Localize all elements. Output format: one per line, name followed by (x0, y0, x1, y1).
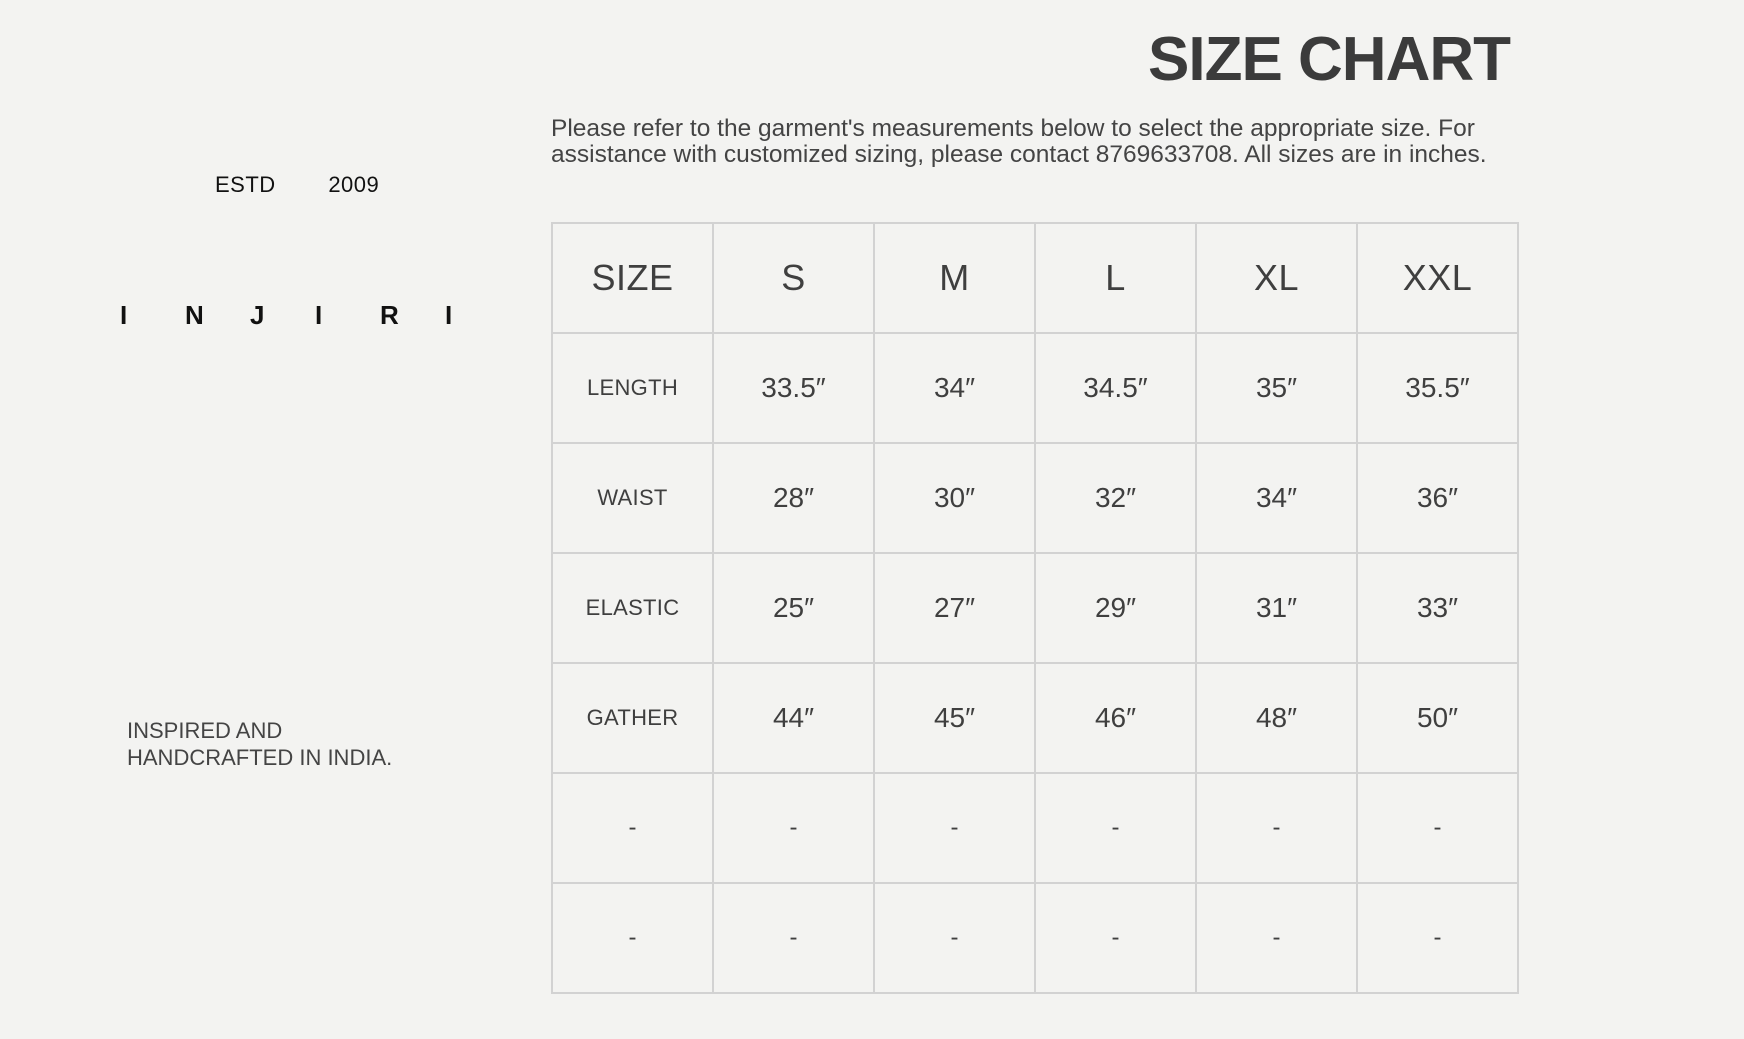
table-cell: 34.5″ (1035, 333, 1196, 443)
table-cell: 33″ (1357, 553, 1518, 663)
brand-letter: I (315, 300, 323, 330)
table-cell: 48″ (1196, 663, 1357, 773)
brand-letter: I (445, 300, 453, 330)
table-cell: 35.5″ (1357, 333, 1518, 443)
table-cell: - (713, 773, 874, 883)
table-cell: - (713, 883, 874, 993)
tagline-line: HANDCRAFTED IN INDIA. (127, 745, 393, 770)
brand-letter: J (250, 300, 265, 330)
table-cell: - (1357, 773, 1518, 883)
table-cell: - (1196, 883, 1357, 993)
table-cell: 35″ (1196, 333, 1357, 443)
table-cell: - (1035, 883, 1196, 993)
brand-letter: I (120, 300, 128, 330)
table-cell: 28″ (713, 443, 874, 553)
table-cell: 25″ (713, 553, 874, 663)
table-cell: 44″ (713, 663, 874, 773)
brand-letter: N (185, 300, 204, 330)
table-cell: 30″ (874, 443, 1035, 553)
established-line (215, 172, 379, 198)
brand-tagline (127, 717, 392, 771)
table-cell: 31″ (1196, 553, 1357, 663)
row-label: ELASTIC (552, 553, 713, 663)
table-cell: - (1196, 773, 1357, 883)
table-cell: - (874, 883, 1035, 993)
table-header-row (552, 223, 1518, 333)
table-cell: 45″ (874, 663, 1035, 773)
table-cell: 27″ (874, 553, 1035, 663)
table-cell: 34″ (874, 333, 1035, 443)
table-row (552, 333, 1518, 443)
table-cell: - (874, 773, 1035, 883)
header-cell-xxl: XXL (1357, 223, 1518, 333)
brand-logo (120, 300, 510, 331)
estd-year: 2009 (328, 172, 380, 197)
tagline-line: INSPIRED AND (127, 718, 283, 743)
table-cell: 34″ (1196, 443, 1357, 553)
page-title: SIZE CHART (1148, 25, 1510, 94)
row-label: - (552, 883, 713, 993)
table-cell: 36″ (1357, 443, 1518, 553)
table-row (552, 773, 1518, 883)
table-row (552, 883, 1518, 993)
intro-text: Please refer to the garment's measurements below to select the appropriate size. For assistance with customized sizing, please contact 8769633708. All sizes are in inches. (551, 115, 1487, 168)
brand-letter: R (380, 300, 399, 330)
header-cell-xl: XL (1196, 223, 1357, 333)
row-label: - (552, 773, 713, 883)
header-cell-s: S (713, 223, 874, 333)
table-row (552, 443, 1518, 553)
header-cell-m: M (874, 223, 1035, 333)
header-cell-size: SIZE (552, 223, 713, 333)
table-cell: 32″ (1035, 443, 1196, 553)
table-cell: 50″ (1357, 663, 1518, 773)
table-cell: - (1035, 773, 1196, 883)
row-label: LENGTH (552, 333, 713, 443)
table-cell: 29″ (1035, 553, 1196, 663)
table-cell: 46″ (1035, 663, 1196, 773)
table-cell: 33.5″ (713, 333, 874, 443)
table-row (552, 663, 1518, 773)
table-row (552, 553, 1518, 663)
estd-label: ESTD (215, 172, 276, 197)
table-cell: - (1357, 883, 1518, 993)
row-label: WAIST (552, 443, 713, 553)
size-chart-table (551, 222, 1519, 994)
header-cell-l: L (1035, 223, 1196, 333)
row-label: GATHER (552, 663, 713, 773)
